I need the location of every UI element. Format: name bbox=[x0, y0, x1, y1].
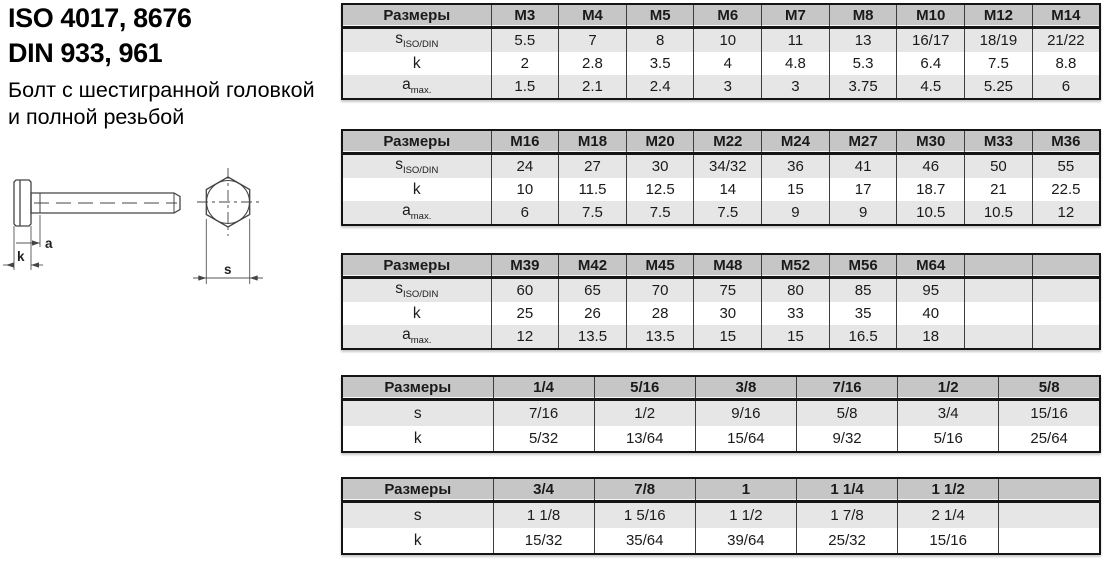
size-column-header: M22 bbox=[694, 130, 762, 154]
row-label: $s_{ISO/DIN}$ bbox=[342, 28, 491, 53]
dimension-value: 12.5 bbox=[626, 178, 694, 201]
row-label: s bbox=[342, 400, 493, 427]
dimension-value: 2 bbox=[491, 52, 559, 75]
dimension-value: 13 bbox=[829, 28, 897, 53]
size-column-header: M36 bbox=[1032, 130, 1100, 154]
size-column-header: M56 bbox=[829, 254, 897, 278]
size-column-header bbox=[965, 254, 1033, 278]
dimension-value: 21/22 bbox=[1032, 28, 1100, 53]
row-label: k bbox=[342, 528, 493, 554]
size-column-header: M30 bbox=[897, 130, 965, 154]
dimension-value: 15/64 bbox=[695, 426, 796, 452]
dimension-value: 4.5 bbox=[897, 75, 965, 99]
dimension-value: 21 bbox=[965, 178, 1033, 201]
description-line-1: Болт с шестигранной головкой bbox=[8, 78, 315, 102]
dimension-value: 26 bbox=[559, 302, 627, 325]
row-label: k bbox=[342, 178, 491, 201]
dimension-row-a bbox=[342, 201, 1100, 225]
dimension-value: 60 bbox=[491, 278, 559, 303]
dimension-value: 25/64 bbox=[999, 426, 1100, 452]
metric-table-m16-m36 bbox=[341, 129, 1101, 226]
dimension-value: 22.5 bbox=[1032, 178, 1100, 201]
dimension-value: 17 bbox=[829, 178, 897, 201]
dimension-value: 35 bbox=[829, 302, 897, 325]
dimension-value: 28 bbox=[626, 302, 694, 325]
standard-iso: ISO 4017, 8676 bbox=[8, 3, 192, 33]
dimension-value: 1 7/8 bbox=[796, 502, 897, 529]
dimension-value: 2.8 bbox=[559, 52, 627, 75]
size-column-header: M16 bbox=[491, 130, 559, 154]
dimension-value: 10.5 bbox=[897, 201, 965, 225]
table-header-label: Размеры bbox=[342, 478, 493, 502]
dimension-value bbox=[1032, 278, 1100, 303]
size-column-header: M5 bbox=[626, 4, 694, 28]
dimension-value: 27 bbox=[559, 154, 627, 179]
dimension-value: 70 bbox=[626, 278, 694, 303]
dimension-value: 10 bbox=[491, 178, 559, 201]
row-label: $a_{max.}$ bbox=[342, 325, 491, 349]
dimension-value: 16.5 bbox=[829, 325, 897, 349]
dimension-value: 7.5 bbox=[559, 201, 627, 225]
dimension-value: 18 bbox=[897, 325, 965, 349]
dimension-value: 11.5 bbox=[559, 178, 627, 201]
size-column-header: 7/16 bbox=[796, 376, 897, 400]
dimension-value bbox=[999, 502, 1100, 529]
row-label: $a_{max.}$ bbox=[342, 201, 491, 225]
inch-table-3-4-to-1-1-2 bbox=[341, 477, 1101, 555]
dimension-value: 1 1/8 bbox=[493, 502, 594, 529]
dimension-value: 11 bbox=[762, 28, 830, 53]
size-column-header bbox=[999, 478, 1100, 502]
dimension-value: 9 bbox=[829, 201, 897, 225]
dimension-value: 34/32 bbox=[694, 154, 762, 179]
table-header-row bbox=[342, 254, 1100, 278]
dimension-value: 8 bbox=[626, 28, 694, 53]
dimension-value: 33 bbox=[762, 302, 830, 325]
dimension-value: 7 bbox=[559, 28, 627, 53]
dimension-value bbox=[1032, 302, 1100, 325]
dimension-value: 7.5 bbox=[694, 201, 762, 225]
dimension-value: 65 bbox=[559, 278, 627, 303]
dimension-row-k bbox=[342, 302, 1100, 325]
dimension-row-k bbox=[342, 52, 1100, 75]
size-column-header: 5/8 bbox=[999, 376, 1100, 400]
dimension-value: 5/32 bbox=[493, 426, 594, 452]
size-column-header: M48 bbox=[694, 254, 762, 278]
dimension-value: 12 bbox=[491, 325, 559, 349]
dimension-row-s bbox=[342, 502, 1100, 529]
dimension-value: 85 bbox=[829, 278, 897, 303]
dimension-value: 2 1/4 bbox=[898, 502, 999, 529]
size-column-header: M18 bbox=[559, 130, 627, 154]
dimension-value: 25 bbox=[491, 302, 559, 325]
metric-table-m39-m64 bbox=[341, 253, 1101, 350]
dimension-value: 10 bbox=[694, 28, 762, 53]
row-label: s bbox=[342, 502, 493, 529]
size-column-header: M8 bbox=[829, 4, 897, 28]
size-column-header: 3/4 bbox=[493, 478, 594, 502]
dimension-value: 5/8 bbox=[796, 400, 897, 427]
dimension-value: 7.5 bbox=[626, 201, 694, 225]
dimension-value: 3 bbox=[762, 75, 830, 99]
dimension-value: 16/17 bbox=[897, 28, 965, 53]
dimension-value: 6 bbox=[1032, 75, 1100, 99]
dimension-row-k bbox=[342, 178, 1100, 201]
dimension-value: 7/16 bbox=[493, 400, 594, 427]
dimension-value: 30 bbox=[626, 154, 694, 179]
table-header-row bbox=[342, 4, 1100, 28]
size-column-header: M64 bbox=[897, 254, 965, 278]
dimension-value: 10.5 bbox=[965, 201, 1033, 225]
a-arrow bbox=[32, 240, 40, 245]
dimension-value: 9 bbox=[762, 201, 830, 225]
s-arrow-right bbox=[250, 275, 258, 280]
dimension-value: 15/16 bbox=[999, 400, 1100, 427]
dimension-value: 14 bbox=[694, 178, 762, 201]
size-column-header: M20 bbox=[626, 130, 694, 154]
dimension-value: 2.4 bbox=[626, 75, 694, 99]
table-header-row bbox=[342, 478, 1100, 502]
dimension-value: 55 bbox=[1032, 154, 1100, 179]
size-column-header: M45 bbox=[626, 254, 694, 278]
k-dim-label: k bbox=[17, 249, 25, 264]
table-header-row bbox=[342, 376, 1100, 400]
size-column-header: M52 bbox=[762, 254, 830, 278]
dimension-value: 5.3 bbox=[829, 52, 897, 75]
dimension-value: 3 bbox=[694, 75, 762, 99]
size-column-header bbox=[1032, 254, 1100, 278]
dimension-row-k bbox=[342, 426, 1100, 452]
dimension-value: 13.5 bbox=[559, 325, 627, 349]
size-column-header: M10 bbox=[897, 4, 965, 28]
dimension-value: 46 bbox=[897, 154, 965, 179]
dimension-value bbox=[965, 325, 1033, 349]
dimension-value: 5.5 bbox=[491, 28, 559, 53]
metric-table-m3-m14 bbox=[341, 3, 1101, 100]
size-column-header: M12 bbox=[965, 4, 1033, 28]
dimension-value: 5.25 bbox=[965, 75, 1033, 99]
dimension-value: 25/32 bbox=[796, 528, 897, 554]
dimension-row-s bbox=[342, 154, 1100, 179]
dimension-value: 7.5 bbox=[965, 52, 1033, 75]
dimension-value: 30 bbox=[694, 302, 762, 325]
dimension-value: 95 bbox=[897, 278, 965, 303]
row-label: k bbox=[342, 426, 493, 452]
size-column-header: M42 bbox=[559, 254, 627, 278]
dimension-value: 15/32 bbox=[493, 528, 594, 554]
dimension-value: 9/32 bbox=[796, 426, 897, 452]
row-label: $s_{ISO/DIN}$ bbox=[342, 278, 491, 303]
dimension-value: 24 bbox=[491, 154, 559, 179]
bolt-technical-drawing bbox=[0, 162, 270, 294]
dimension-value: 35/64 bbox=[594, 528, 695, 554]
dimension-value: 13/64 bbox=[594, 426, 695, 452]
dimension-row-a bbox=[342, 325, 1100, 349]
row-label: k bbox=[342, 302, 491, 325]
dimension-value: 39/64 bbox=[695, 528, 796, 554]
s-arrow-left bbox=[198, 275, 206, 280]
size-column-header: M4 bbox=[559, 4, 627, 28]
dimension-row-a bbox=[342, 75, 1100, 99]
dimension-value: 36 bbox=[762, 154, 830, 179]
size-column-header: 5/16 bbox=[594, 376, 695, 400]
row-label: $s_{ISO/DIN}$ bbox=[342, 154, 491, 179]
k-arrow-left bbox=[6, 262, 14, 267]
a-dim-label: a bbox=[45, 236, 53, 251]
dimension-value: 80 bbox=[762, 278, 830, 303]
dimension-value: 15 bbox=[762, 178, 830, 201]
dimension-value bbox=[999, 528, 1100, 554]
size-column-header: 1 bbox=[695, 478, 796, 502]
dimension-value: 41 bbox=[829, 154, 897, 179]
size-column-header: M24 bbox=[762, 130, 830, 154]
document-header bbox=[8, 1, 315, 131]
dimension-value: 5/16 bbox=[898, 426, 999, 452]
dimension-value: 3.5 bbox=[626, 52, 694, 75]
dimension-value: 1.5 bbox=[491, 75, 559, 99]
inch-table-quarter-to-5-8 bbox=[341, 375, 1101, 453]
dimension-value: 1 5/16 bbox=[594, 502, 695, 529]
table-header-label: Размеры bbox=[342, 4, 491, 28]
s-dim-label: s bbox=[224, 262, 232, 277]
size-column-header: M14 bbox=[1032, 4, 1100, 28]
dimension-value: 6.4 bbox=[897, 52, 965, 75]
dimension-value: 13.5 bbox=[626, 325, 694, 349]
dimension-row-s bbox=[342, 278, 1100, 303]
dimension-value: 50 bbox=[965, 154, 1033, 179]
size-column-header: M7 bbox=[762, 4, 830, 28]
size-column-header: 1/4 bbox=[493, 376, 594, 400]
size-column-header: M3 bbox=[491, 4, 559, 28]
dimension-value bbox=[1032, 325, 1100, 349]
dimension-value: 4 bbox=[694, 52, 762, 75]
size-column-header: M33 bbox=[965, 130, 1033, 154]
dimension-value: 4.8 bbox=[762, 52, 830, 75]
size-column-header: M6 bbox=[694, 4, 762, 28]
dimension-row-s bbox=[342, 400, 1100, 427]
dimension-value: 3.75 bbox=[829, 75, 897, 99]
dimension-row-s bbox=[342, 28, 1100, 53]
dimension-value: 15 bbox=[694, 325, 762, 349]
size-column-header: M27 bbox=[829, 130, 897, 154]
dimension-value: 75 bbox=[694, 278, 762, 303]
size-column-header: 1/2 bbox=[898, 376, 999, 400]
dimension-value: 18.7 bbox=[897, 178, 965, 201]
size-column-header: 7/8 bbox=[594, 478, 695, 502]
dimension-value: 18/19 bbox=[965, 28, 1033, 53]
dimension-value: 1 1/2 bbox=[695, 502, 796, 529]
size-column-header: M39 bbox=[491, 254, 559, 278]
dimension-value: 15/16 bbox=[898, 528, 999, 554]
dimension-row-k bbox=[342, 528, 1100, 554]
size-column-header: 1 1/2 bbox=[898, 478, 999, 502]
table-header-label: Размеры bbox=[342, 376, 493, 400]
dimension-value: 6 bbox=[491, 201, 559, 225]
size-column-header: 3/8 bbox=[695, 376, 796, 400]
k-arrow-right bbox=[31, 262, 39, 267]
dimension-value: 9/16 bbox=[695, 400, 796, 427]
dimension-value bbox=[965, 302, 1033, 325]
table-header-label: Размеры bbox=[342, 130, 491, 154]
dimension-value bbox=[965, 278, 1033, 303]
row-label: $a_{max.}$ bbox=[342, 75, 491, 99]
dimension-value: 3/4 bbox=[898, 400, 999, 427]
dimension-value: 40 bbox=[897, 302, 965, 325]
dimension-value: 1/2 bbox=[594, 400, 695, 427]
dimension-value: 12 bbox=[1032, 201, 1100, 225]
dimension-value: 15 bbox=[762, 325, 830, 349]
dimension-value: 2.1 bbox=[559, 75, 627, 99]
table-header-row bbox=[342, 130, 1100, 154]
description-line-2: и полной резьбой bbox=[8, 105, 185, 129]
standard-din: DIN 933, 961 bbox=[8, 38, 163, 68]
bolt-head-side bbox=[14, 180, 31, 226]
size-column-header: 1 1/4 bbox=[796, 478, 897, 502]
table-header-label: Размеры bbox=[342, 254, 491, 278]
row-label: k bbox=[342, 52, 491, 75]
dimension-value: 8.8 bbox=[1032, 52, 1100, 75]
